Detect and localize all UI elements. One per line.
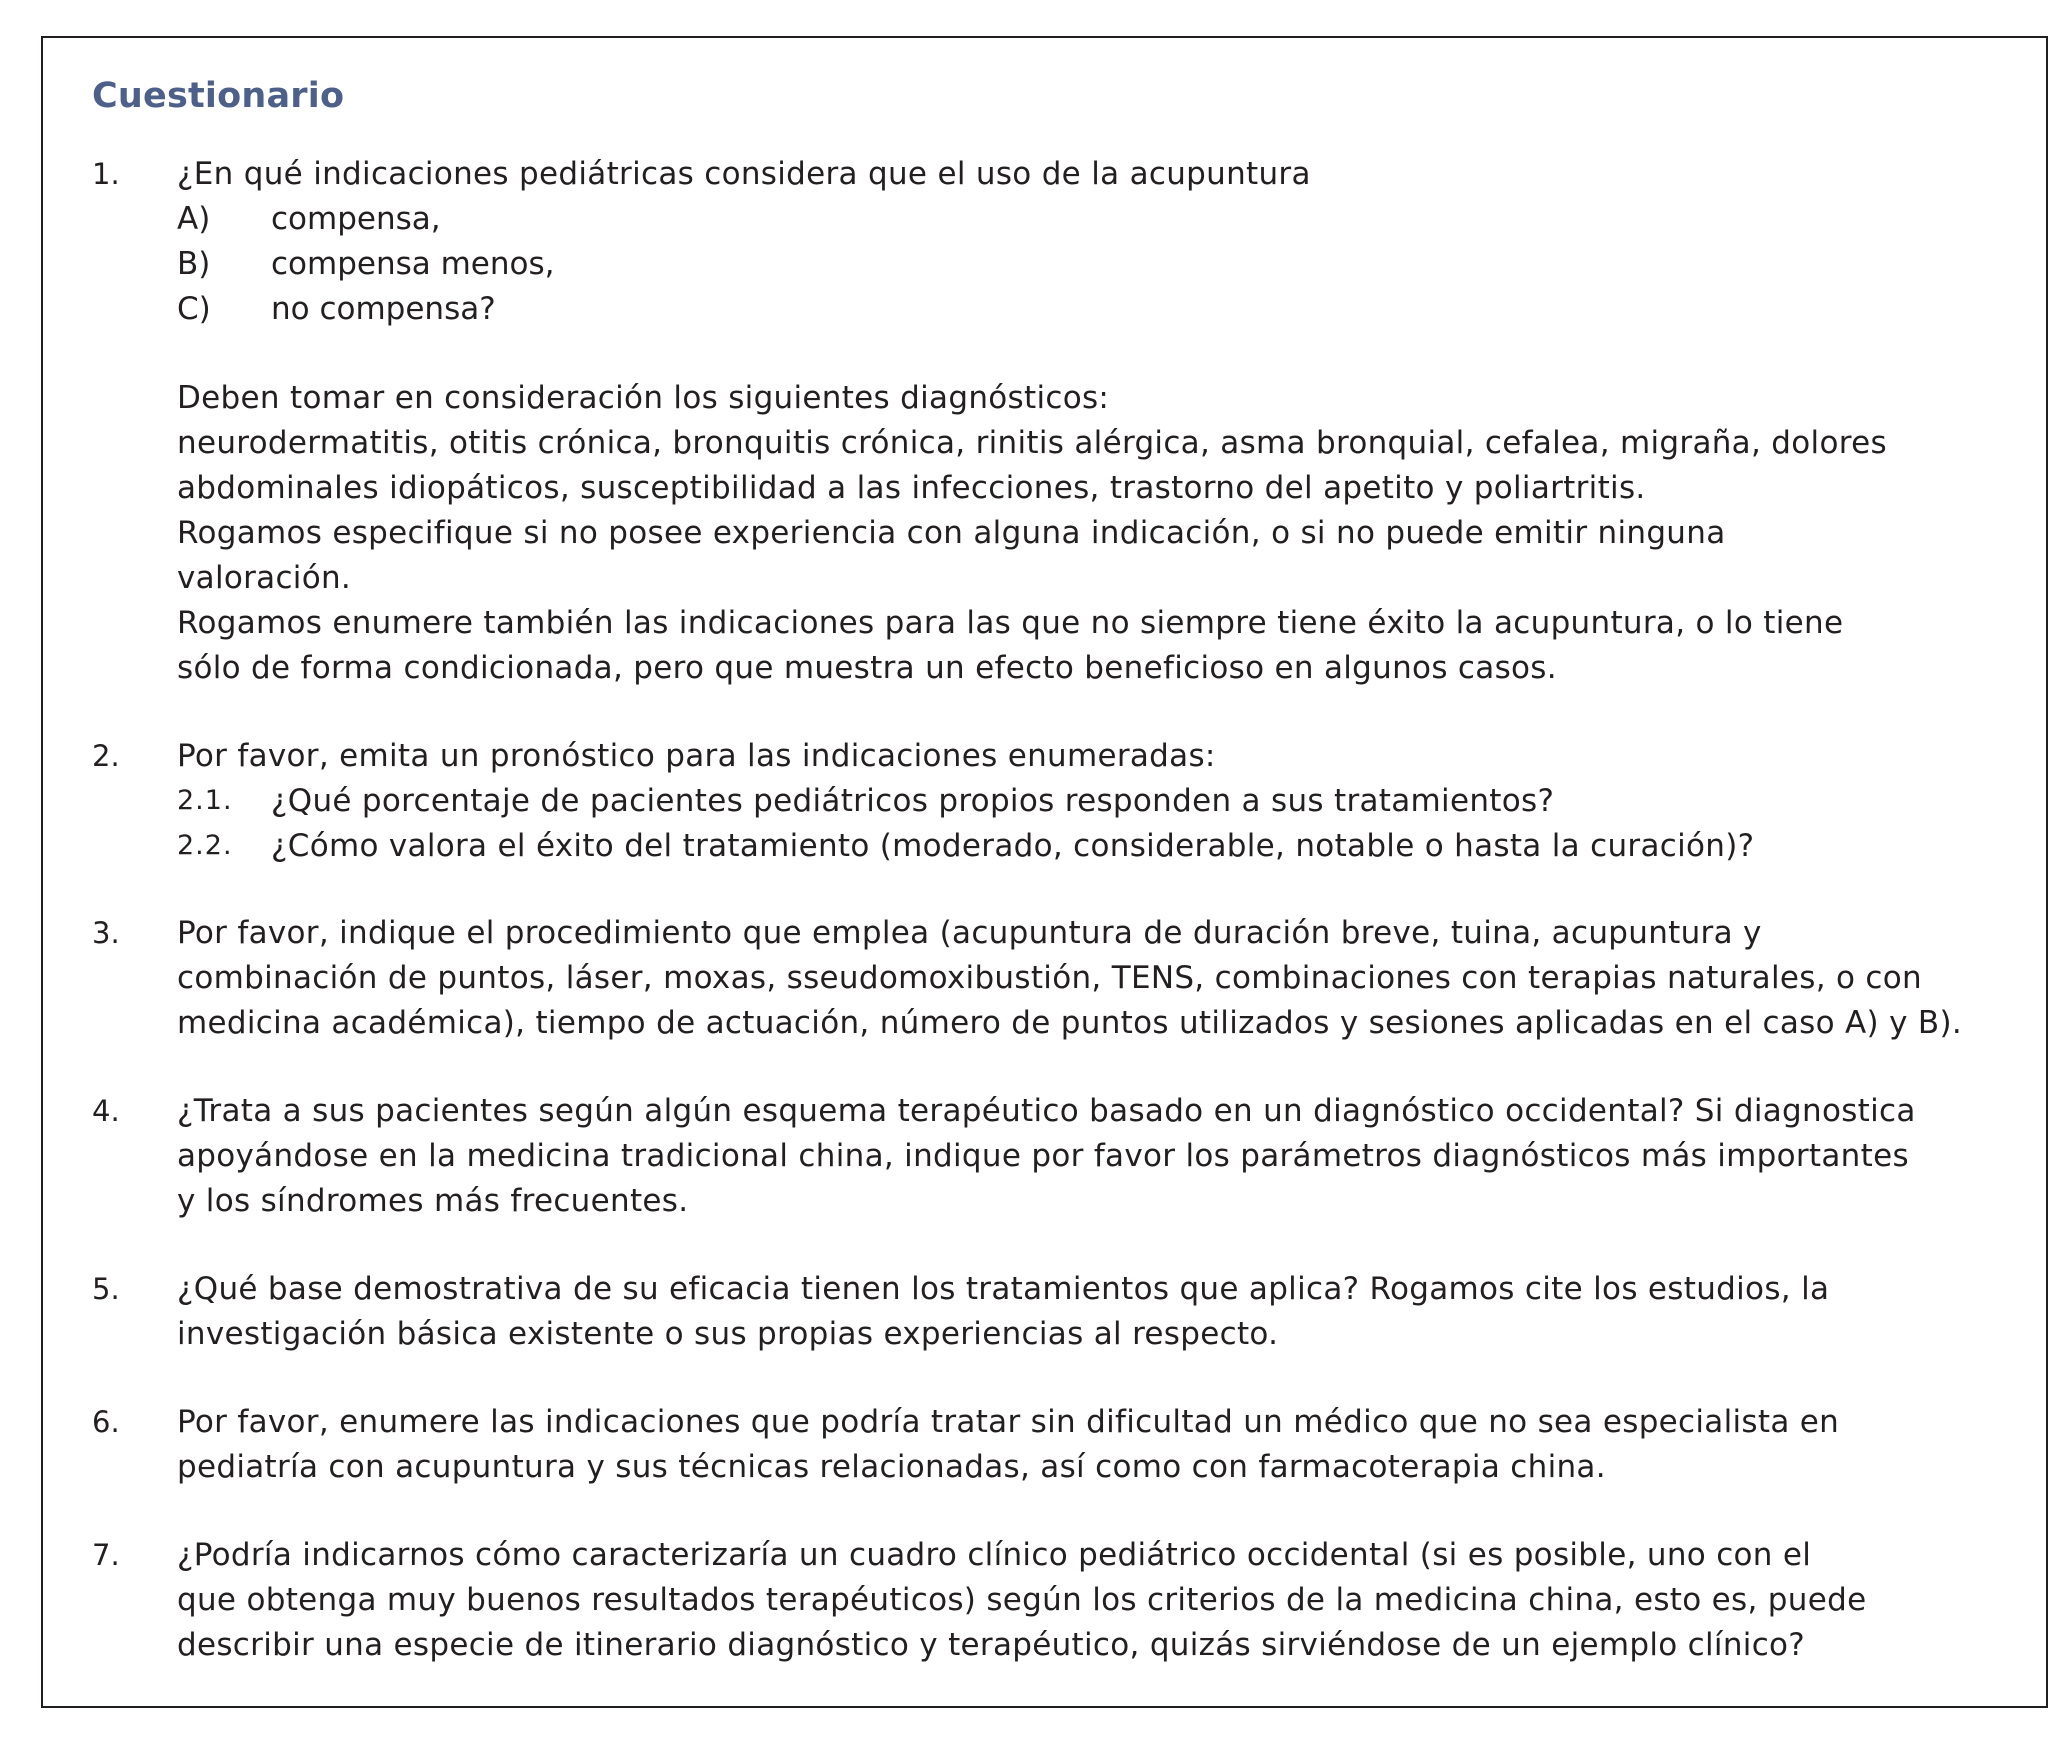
question-line: describir una especie de itinerario diagnóstico y terapéutico, quizás sirviéndose de un ejemplo clínico? [177, 1627, 1806, 1663]
question-line: Por favor, indique el procedimiento que emplea (acupuntura de duración breve, tuina, acupuntura y [177, 915, 1762, 951]
subquestion-number: 2.2. [177, 830, 233, 861]
question-line: ¿Podría indicarnos cómo caracterizaría un cuadro clínico pediátrico occidental (si es posible, uno con el [177, 1537, 1812, 1573]
paragraph-line: Deben tomar en consideración los siguientes diagnósticos: [177, 380, 1110, 416]
question-line: investigación básica existente o sus propias experiencias al respecto. [177, 1316, 1279, 1352]
question-line: ¿Qué base demostrativa de su eficacia tienen los tratamientos que aplica? Rogamos cite los estudios, la [177, 1271, 1830, 1307]
option-letter: C) [177, 291, 211, 327]
question-number: 7. [92, 1538, 120, 1572]
paragraph-line: neurodermatitis, otitis crónica, bronquitis crónica, rinitis alérgica, asma bronquial, cefalea, migraña, dolores [177, 425, 1887, 461]
subquestion-text: ¿Qué porcentaje de pacientes pediátricos propios responden a sus tratamientos? [271, 783, 1555, 819]
question-line: y los síndromes más frecuentes. [177, 1183, 689, 1219]
question-number: 6. [92, 1405, 120, 1439]
question-line: medicina académica), tiempo de actuación, número de puntos utilizados y sesiones aplicadas en el caso A) y B). [177, 1005, 1963, 1041]
question-text: ¿En qué indicaciones pediátricas considera que el uso de la acupuntura [177, 156, 1311, 192]
paragraph-line: sólo de forma condicionada, pero que muestra un efecto beneficioso en algunos casos. [177, 650, 1557, 686]
question-number: 3. [92, 916, 120, 950]
questionnaire-title: Cuestionario [92, 76, 345, 116]
option-text: no compensa? [271, 291, 496, 327]
paragraph-line: valoración. [177, 560, 352, 596]
question-line: pediatría con acupuntura y sus técnicas relacionadas, así como con farmacoterapia china. [177, 1449, 1606, 1485]
subquestion-number: 2.1. [177, 785, 233, 816]
option-letter: B) [177, 246, 211, 282]
question-number: 2. [92, 739, 120, 773]
question-number: 1. [92, 157, 120, 191]
paragraph-line: abdominales idiopáticos, susceptibilidad a las infecciones, trastorno del apetito y poliartritis. [177, 470, 1646, 506]
option-text: compensa, [271, 201, 441, 237]
question-text: Por favor, emita un pronóstico para las indicaciones enumeradas: [177, 738, 1216, 774]
paragraph-line: Rogamos especifique si no posee experiencia con alguna indicación, o si no puede emitir ninguna [177, 515, 1726, 551]
question-line: apoyándose en la medicina tradicional china, indique por favor los parámetros diagnósticos más importantes [177, 1138, 1909, 1174]
question-line: Por favor, enumere las indicaciones que podría tratar sin dificultad un médico que no sea especialista en [177, 1404, 1840, 1440]
question-number: 5. [92, 1272, 120, 1306]
paragraph-line: Rogamos enumere también las indicaciones para las que no siempre tiene éxito la acupuntura, o lo tiene [177, 605, 1844, 641]
question-line: ¿Trata a sus pacientes según algún esquema terapéutico basado en un diagnóstico occidental? Si diagnostica [177, 1093, 1916, 1129]
question-line: combinación de puntos, láser, moxas, sseudomoxibustión, TENS, combinaciones con terapias naturales, o con [177, 960, 1922, 996]
question-number: 4. [92, 1094, 120, 1128]
option-text: compensa menos, [271, 246, 555, 282]
option-letter: A) [177, 201, 211, 237]
subquestion-text: ¿Cómo valora el éxito del tratamiento (moderado, considerable, notable o hasta la curación)? [271, 828, 1755, 864]
question-line: que obtenga muy buenos resultados terapéuticos) según los criterios de la medicina china, esto es, puede [177, 1582, 1867, 1618]
